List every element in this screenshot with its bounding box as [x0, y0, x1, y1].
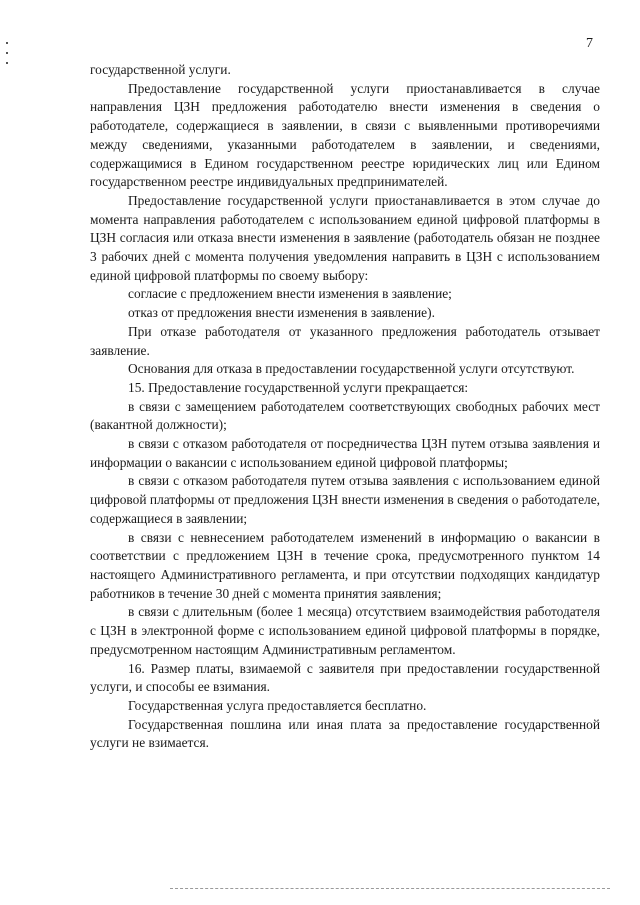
paragraph: При отказе работодателя от указанного предложения работодатель отзывает заявление.	[90, 323, 600, 358]
paragraph: государственной услуги.	[90, 62, 231, 77]
paragraph: Основания для отказа в предоставлении государственной услуги отсутствуют.	[128, 361, 575, 377]
section-heading-16: 16. Размер платы, взимаемой с заявителя при предоставлении государственной услуги, и способы ее взимания.	[90, 660, 600, 695]
paragraph: согласие с предложением внести изменения в заявление;	[128, 286, 452, 302]
paragraph: Государственная услуга предоставляется бесплатно.	[128, 697, 427, 713]
paragraph: Государственная пошлина или иная плата за предоставление государственной услуги не взимается.	[90, 716, 600, 751]
page-number: 7	[586, 36, 593, 51]
paragraph: в связи с отказом работодателя от посредничества ЦЗН путем отзыва заявления и информации о вакансии с использованием единой цифровой платформы;	[90, 436, 600, 470]
paragraph: Предоставление государственной услуги приостанавливается в этом случае до момента направления работодателем с использованием единой цифровой платформы в ЦЗН согласия или отказа внести изменения в заявление (работодатель обязан не позднее 3 рабочих дней с момента получения уведомления направить в ЦЗН с использованием единой цифровой платформы по своему выбору:	[90, 192, 600, 283]
scan-margin-marks	[6, 42, 9, 72]
paragraph: в связи с длительным (более 1 месяца) отсутствием взаимодействия работодателя с ЦЗН в электронной форме с использованием единой цифровой платформы в порядке, предусмотренном настоящим Административным регламентом.	[90, 604, 600, 657]
section-heading-15: 15. Предоставление государственной услуги прекращается:	[128, 379, 469, 395]
paragraph: в связи с невнесением работодателем изменений в информацию о вакансии в соответствии с предложением ЦЗН в течение срока, предусмотренного пунктом 14 настоящего Административного регламента, и при отсутствии подходящих кандидатур работников в течение 30 дней с момента принятия заявления;	[90, 529, 600, 601]
scan-bottom-edge	[170, 888, 610, 889]
paragraph: Предоставление государственной услуги приостанавливается в случае направления ЦЗН предложения работодателю внести изменения в сведения о работодателе, содержащиеся в заявлении, в связи с выявленными противоречиями между сведениями, указанными работодателем в заявлении, и сведениями, содержащимися в Едином государственном реестре юридических лиц или Едином государственном реестре индивидуальных предпринимателей.	[90, 80, 600, 190]
document-body	[90, 61, 600, 753]
paragraph: отказ от предложения внести изменения в заявление).	[128, 305, 435, 321]
paragraph: в связи с замещением работодателем соответствующих свободных рабочих мест (вакантной должности);	[90, 398, 600, 433]
paragraph: в связи с отказом работодателя путем отзыва заявления с использованием единой цифровой платформы от предложения ЦЗН внести изменения в сведения о работодателе, содержащиеся в заявлении;	[90, 473, 600, 526]
